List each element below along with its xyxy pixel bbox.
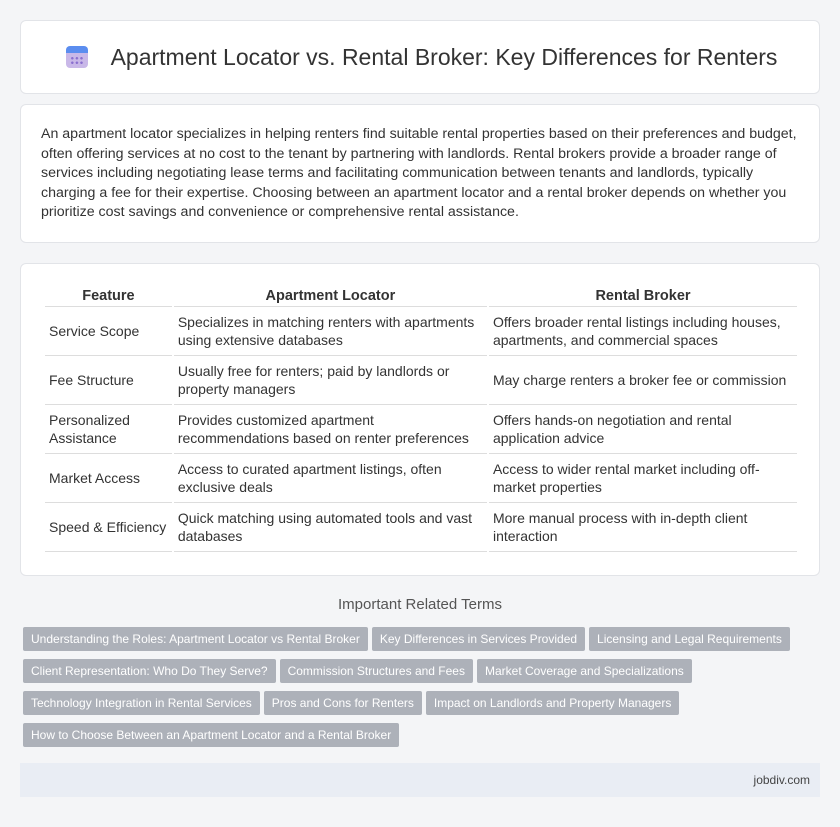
related-term-tag[interactable]: Understanding the Roles: Apartment Locator vs Rental Broker bbox=[23, 627, 368, 651]
feature-cell: Market Access bbox=[45, 454, 172, 503]
intro-text: An apartment locator specializes in helping renters find suitable rental properties based on their preferences and budget, often offering services at no cost to the tenant by partnering with landlords. Rental brokers provide a broader range of services including negotiating lease terms and facilitating communication between tenants and landlords, typically charging a fee for their expertise. Choosing between an apartment locator and a rental broker depends on whether you prioritize cost savings and convenience or comprehensive rental assistance. bbox=[41, 126, 797, 221]
related-term-tag[interactable]: Impact on Landlords and Property Managers bbox=[426, 691, 679, 715]
related-term-tag[interactable]: Market Coverage and Specializations bbox=[477, 659, 692, 683]
page-header bbox=[20, 20, 820, 94]
table-row bbox=[45, 454, 797, 503]
table-row bbox=[45, 356, 797, 405]
broker-cell: May charge renters a broker fee or commission bbox=[489, 356, 797, 405]
broker-cell: Offers broader rental listings including houses, apartments, and commercial spaces bbox=[489, 307, 797, 356]
locator-cell: Usually free for renters; paid by landlords or property managers bbox=[174, 356, 487, 405]
comparison-card bbox=[20, 263, 820, 576]
table-header-row bbox=[45, 284, 797, 307]
column-header: Apartment Locator bbox=[174, 284, 487, 307]
column-header: Rental Broker bbox=[489, 284, 797, 307]
broker-cell: Access to wider rental market including off-market properties bbox=[489, 454, 797, 503]
related-term-tag[interactable]: Pros and Cons for Renters bbox=[264, 691, 422, 715]
related-terms-title: Important Related Terms bbox=[338, 596, 502, 613]
locator-cell: Access to curated apartment listings, often exclusive deals bbox=[174, 454, 487, 503]
page-footer bbox=[20, 763, 820, 797]
intro-card bbox=[20, 104, 820, 243]
table-row bbox=[45, 503, 797, 552]
page-title: Apartment Locator vs. Rental Broker: Key Differences for Renters bbox=[110, 43, 778, 70]
feature-cell: Fee Structure bbox=[45, 356, 172, 405]
related-terms-tags bbox=[20, 627, 820, 755]
related-term-tag[interactable]: Technology Integration in Rental Services bbox=[23, 691, 260, 715]
related-terms-section bbox=[20, 596, 820, 755]
feature-cell: Personalized Assistance bbox=[45, 405, 172, 454]
locator-cell: Provides customized apartment recommendations based on renter preferences bbox=[174, 405, 487, 454]
related-term-tag[interactable]: Commission Structures and Fees bbox=[280, 659, 473, 683]
related-term-tag[interactable]: How to Choose Between an Apartment Locator and a Rental Broker bbox=[23, 723, 399, 747]
calendar-icon bbox=[63, 43, 91, 71]
feature-cell: Service Scope bbox=[45, 307, 172, 356]
comparison-table bbox=[43, 284, 799, 552]
related-term-tag[interactable]: Key Differences in Services Provided bbox=[372, 627, 585, 651]
broker-cell: More manual process with in-depth client interaction bbox=[489, 503, 797, 552]
broker-cell: Offers hands-on negotiation and rental application advice bbox=[489, 405, 797, 454]
locator-cell: Quick matching using automated tools and vast databases bbox=[174, 503, 487, 552]
related-term-tag[interactable]: Licensing and Legal Requirements bbox=[589, 627, 790, 651]
table-row bbox=[45, 307, 797, 356]
table-row bbox=[45, 405, 797, 454]
feature-cell: Speed & Efficiency bbox=[45, 503, 172, 552]
locator-cell: Specializes in matching renters with apartments using extensive databases bbox=[174, 307, 487, 356]
related-term-tag[interactable]: Client Representation: Who Do They Serve? bbox=[23, 659, 276, 683]
footer-site[interactable]: jobdiv.com bbox=[753, 773, 810, 787]
column-header: Feature bbox=[45, 284, 172, 307]
